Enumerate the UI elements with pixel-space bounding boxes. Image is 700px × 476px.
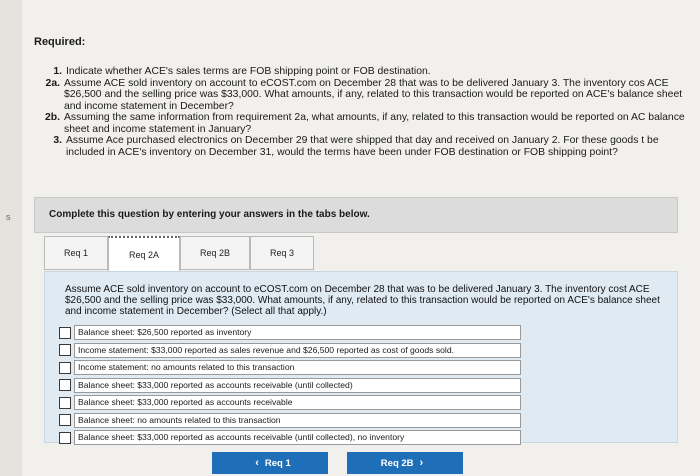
chevron-right-icon: › — [419, 457, 424, 469]
tab-req-2b[interactable]: Req 2B — [180, 236, 250, 270]
option-checkbox[interactable] — [59, 397, 71, 409]
option-label[interactable]: Balance sheet: no amounts related to this transaction — [74, 413, 521, 428]
question-panel — [44, 271, 678, 443]
requirement-item — [48, 135, 700, 158]
next-req-button[interactable] — [347, 452, 463, 474]
requirement-number: 2b. — [44, 112, 60, 123]
option-checkbox[interactable] — [59, 344, 71, 356]
page-content — [22, 0, 700, 476]
answer-option — [59, 342, 521, 360]
option-checkbox[interactable] — [59, 327, 71, 339]
option-label[interactable]: Income statement: $33,000 reported as sales revenue and $26,500 reported as cost of goods sold. — [74, 343, 521, 358]
option-checkbox[interactable] — [59, 414, 71, 426]
requirement-text: Assume ACE sold inventory on account to eCOST.com on December 28 that was to be delivered January 3. The inventory cos ACE $26,500 and the selling price was $33,000. What amounts, if any, related to this transaction would be reported on ACE's balance sheet and income statement in December? — [64, 77, 683, 112]
left-edge-strip — [0, 0, 22, 476]
requirement-item — [42, 112, 700, 135]
option-checkbox[interactable] — [59, 379, 71, 391]
answer-option — [59, 429, 521, 447]
answer-option — [59, 377, 521, 395]
requirement-item — [48, 66, 700, 78]
tab-req-3[interactable]: Req 3 — [250, 236, 314, 270]
edge-mark-icon: s — [6, 212, 11, 222]
question-text: Assume ACE sold inventory on account to eCOST.com on December 28 that was to be delivered January 3. The inventory cost ACE $26,500 and the selling price was $33,000. What amounts, if any, related to this transaction would be reported on ACE's balance sheet and income statement in December? (Select all that apply.) — [65, 284, 660, 317]
answer-option — [59, 324, 521, 342]
instruction-banner: Complete this question by entering your answers in the tabs below. — [34, 197, 678, 233]
option-label[interactable]: Balance sheet: $33,000 reported as accounts receivable (until collected) — [74, 378, 521, 393]
requirement-text: Indicate whether ACE's sales terms are FOB shipping point or FOB destination. — [66, 66, 431, 77]
requirement-text: Assume Ace purchased electronics on December 29 that were shipped that day and received on January 2. For these goods t be included in ACE's inventory on December 31, would the terms have been under FOB destination or FOB shipping point? — [66, 135, 659, 158]
requirement-item — [42, 78, 700, 113]
tab-req-2a[interactable]: Req 2A — [108, 236, 180, 272]
answer-options — [59, 324, 521, 447]
prev-req-label: Req 1 — [264, 457, 291, 469]
tab-req-1[interactable]: Req 1 — [44, 236, 108, 270]
option-label[interactable]: Balance sheet: $33,000 reported as accounts receivable — [74, 395, 521, 410]
option-label[interactable]: Balance sheet: $26,500 reported as inventory — [74, 325, 521, 340]
chevron-left-icon: ‹ — [255, 457, 259, 469]
requirement-text: Assuming the same information from requirement 2a, what amounts, if any, related to this transaction would be reported on AC balance sheet and income statement in January? — [64, 112, 685, 135]
next-req-label: Req 2B — [380, 457, 414, 469]
option-checkbox[interactable] — [59, 432, 71, 444]
option-label[interactable]: Income statement: no amounts related to this transaction — [74, 360, 521, 375]
required-heading: Required: — [34, 36, 86, 48]
requirement-number: 3. — [53, 135, 62, 146]
answer-option — [59, 359, 521, 377]
requirement-number: 1. — [53, 66, 62, 77]
requirements-list — [42, 66, 700, 158]
requirement-number: 2a. — [45, 77, 60, 89]
prev-req-button[interactable] — [212, 452, 328, 474]
answer-option — [59, 412, 521, 430]
option-checkbox[interactable] — [59, 362, 71, 374]
answer-option — [59, 394, 521, 412]
requirement-tabs — [44, 236, 314, 272]
option-label[interactable]: Balance sheet: $33,000 reported as accounts receivable (until collected), no inventory — [74, 430, 521, 445]
